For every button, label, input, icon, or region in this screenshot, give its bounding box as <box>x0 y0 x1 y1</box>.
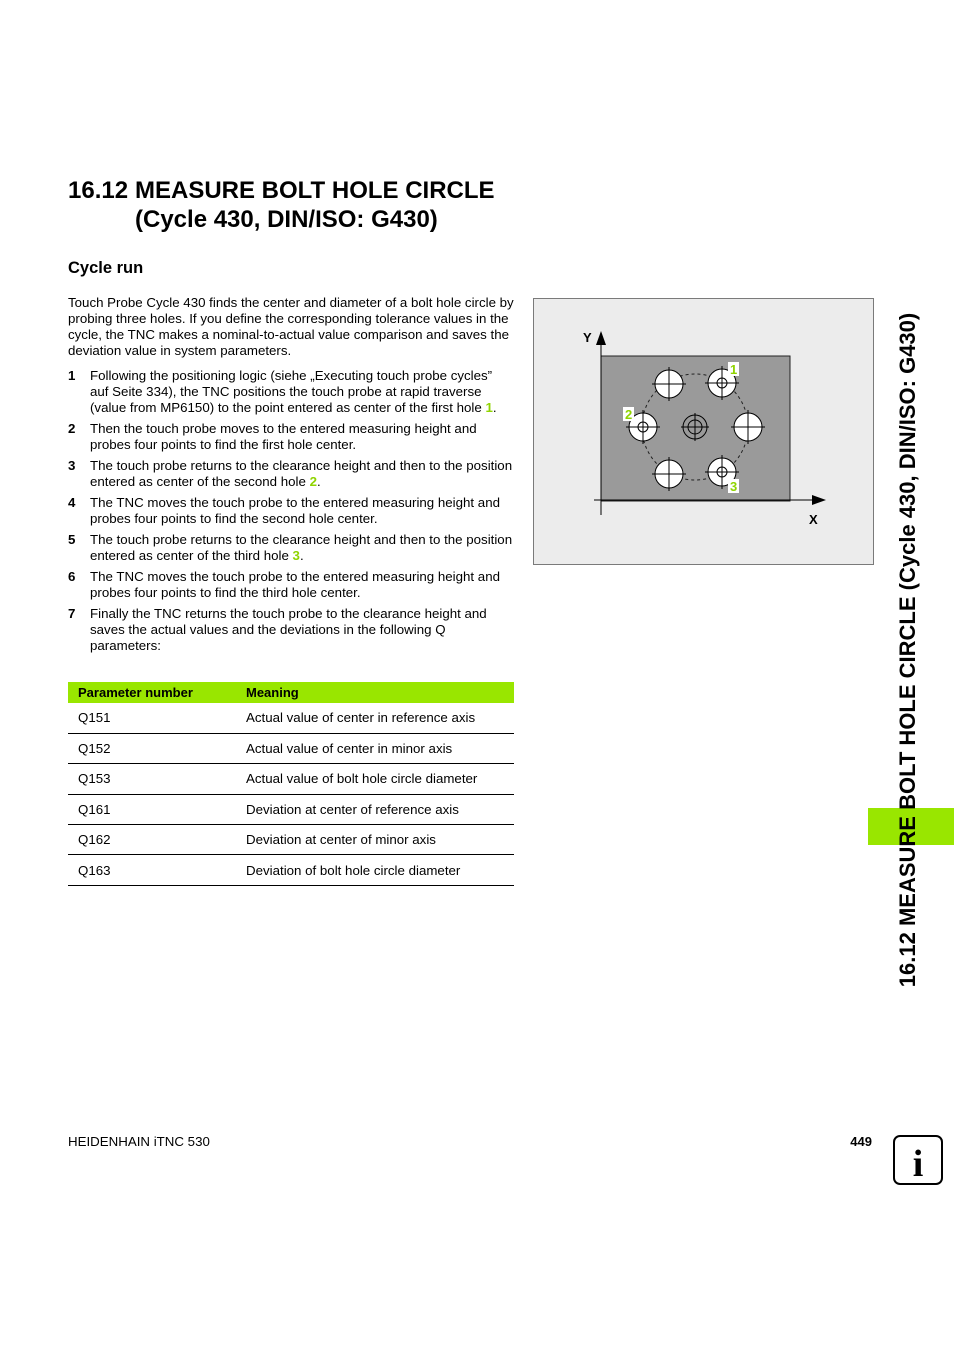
bolt-hole-circle-figure <box>533 298 874 565</box>
step-item <box>68 458 514 490</box>
table-cell-meaning: Actual value of center in minor axis <box>246 733 514 763</box>
table-header-row <box>68 682 514 703</box>
step-text-end: . <box>316 474 321 489</box>
step-number: 7 <box>68 606 76 621</box>
table-cell-parameter: Q153 <box>68 764 246 794</box>
step-text-wrapper <box>90 569 514 601</box>
step-text: The touch probe returns to the clearance height and then to the position entered as center of the second hole <box>90 458 513 489</box>
table-cell-parameter: Q151 <box>68 703 246 733</box>
table-cell-parameter: Q161 <box>68 794 246 824</box>
step-item <box>68 495 514 527</box>
chapter-title-line1: MEASURE BOLT HOLE CIRCLE <box>135 177 495 204</box>
hole-label-3: 3 <box>730 479 738 494</box>
steps-list <box>68 368 514 659</box>
table-row <box>68 764 514 794</box>
footer-page-number: 449 <box>850 1134 872 1149</box>
step-item <box>68 421 514 453</box>
step-text: Then the touch probe moves to the entered measuring height and probes four points to find the first hole center. <box>90 421 477 452</box>
chapter-title <box>68 176 528 234</box>
table-cell-meaning: Actual value of center in reference axis <box>246 703 514 733</box>
step-number: 6 <box>68 569 76 584</box>
table-cell-meaning: Deviation at center of reference axis <box>246 794 514 824</box>
step-text-end: . <box>492 400 497 415</box>
step-text-wrapper <box>90 532 514 564</box>
step-highlight: 3 <box>292 548 300 563</box>
y-axis-arrow <box>596 331 606 345</box>
step-text: The TNC moves the touch probe to the entered measuring height and probes four points to find the second hole center. <box>90 495 500 526</box>
x-axis-label: X <box>809 512 818 527</box>
chapter-title-line2: (Cycle 430, DIN/ISO: G430) <box>135 206 438 233</box>
side-running-title: 16.12 MEASURE BOLT HOLE CIRCLE (Cycle 430, DIN/ISO: G430) <box>895 312 920 988</box>
step-text-wrapper <box>90 421 514 453</box>
table-header-parameter: Parameter number <box>68 682 246 703</box>
hole-label-2: 2 <box>625 407 633 422</box>
step-highlight: 2 <box>309 474 317 489</box>
table-cell-parameter: Q152 <box>68 733 246 763</box>
intro-paragraph: Touch Probe Cycle 430 finds the center and diameter of a bolt hole circle by probing three holes. If you define the corresponding tolerance values in the cycle, the TNC makes a nominal-to-actual value comparison and saves the deviation value in system parameters. <box>68 295 514 358</box>
step-number: 1 <box>68 368 76 383</box>
step-item <box>68 368 514 416</box>
step-text: Finally the TNC returns the touch probe to the clearance height and saves the actual values and the deviations in the following Q parameters: <box>90 606 487 653</box>
step-text-wrapper <box>90 368 514 416</box>
table-cell-parameter: Q162 <box>68 825 246 855</box>
step-number: 2 <box>68 421 76 436</box>
table-cell-meaning: Actual value of bolt hole circle diameter <box>246 764 514 794</box>
table-cell-meaning: Deviation of bolt hole circle diameter <box>246 855 514 885</box>
table-row <box>68 703 514 733</box>
step-text: Following the positioning logic (siehe „Executing touch probe cycles” auf Seite 334), the TNC positions the touch probe at rapid traverse (value from MP6150) to the point entered as center of the first hole <box>90 368 493 415</box>
table-row <box>68 825 514 855</box>
table-row <box>68 794 514 824</box>
table-cell-parameter: Q163 <box>68 855 246 885</box>
step-item <box>68 532 514 564</box>
step-item <box>68 606 514 654</box>
hole-label-1: 1 <box>730 362 738 377</box>
chapter-number: 16.12 <box>68 177 129 204</box>
table-row <box>68 855 514 885</box>
step-highlight: 1 <box>485 400 493 415</box>
step-text: The TNC moves the touch probe to the entered measuring height and probes four points to find the third hole center. <box>90 569 500 600</box>
table-cell-meaning: Deviation at center of minor axis <box>246 825 514 855</box>
info-icon-glyph: i <box>912 1143 924 1185</box>
step-text-wrapper <box>90 606 514 654</box>
step-text-wrapper <box>90 495 514 527</box>
footer-product: HEIDENHAIN iTNC 530 <box>68 1134 210 1149</box>
step-number: 3 <box>68 458 76 473</box>
figure-svg <box>534 299 875 566</box>
step-text-wrapper <box>90 458 514 490</box>
table-row <box>68 733 514 763</box>
step-number: 4 <box>68 495 76 510</box>
step-item <box>68 569 514 601</box>
section-heading: Cycle run <box>68 259 144 277</box>
table-header-meaning: Meaning <box>246 682 514 703</box>
x-axis-arrow <box>812 495 826 505</box>
step-number: 5 <box>68 532 76 547</box>
info-icon <box>893 1135 943 1185</box>
step-text-end: . <box>299 548 304 563</box>
y-axis-label: Y <box>583 330 592 345</box>
step-text: The touch probe returns to the clearance height and then to the position entered as center of the third hole <box>90 532 513 563</box>
parameter-table <box>68 682 514 886</box>
